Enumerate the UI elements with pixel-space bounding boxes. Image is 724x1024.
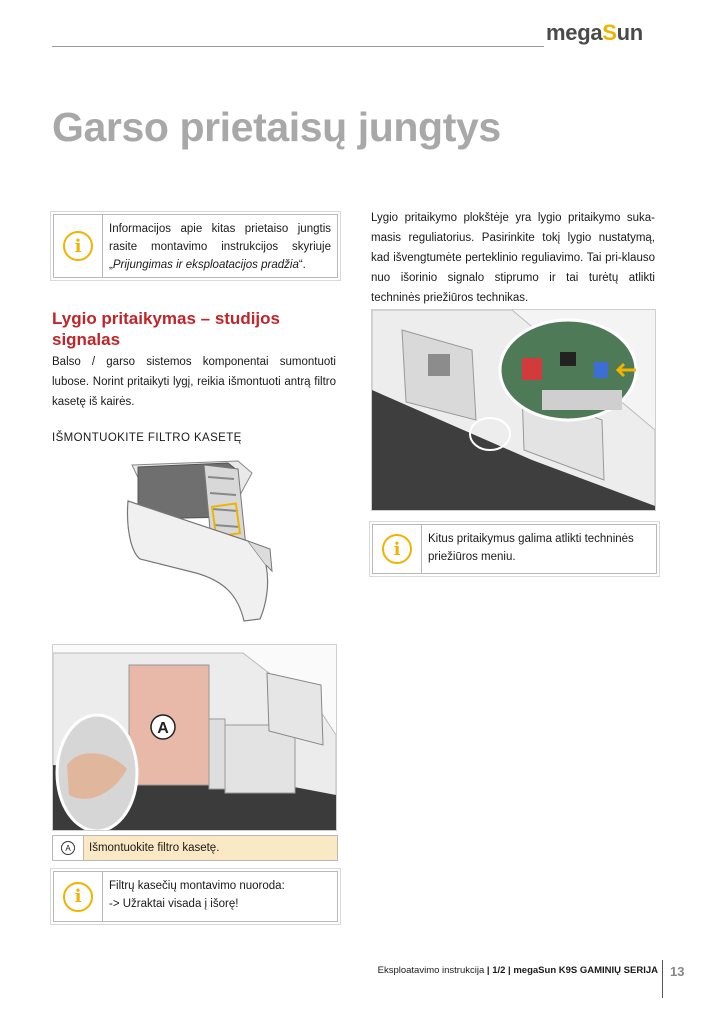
info-box-text: Kitus pritaikymus galima atlikti techninės priežiūros meniu.	[428, 533, 634, 563]
legend-text: Išmontuokite filtro kasetę.	[84, 836, 337, 860]
megasun-logo: megaSun	[546, 20, 643, 45]
info-icon-cell	[54, 215, 103, 277]
section-title: Lygio pritaikymas – studijos signalas	[52, 309, 280, 349]
info-line-2: -> Užraktai visada į išorę!	[109, 898, 239, 910]
legend-row-a	[52, 835, 338, 861]
info-box-connections	[53, 214, 338, 278]
level-board-figure	[371, 309, 656, 511]
page-title: Garso prietaisų jungtys	[52, 104, 501, 150]
step-heading: IŠMONTUOKITE FILTRO KASETĘ	[52, 432, 242, 444]
page-number: 13	[670, 964, 685, 979]
right-paragraph: Lygio pritaikymo plokštėje yra lygio pritaikymo suka-masis reguliatorius. Pasirinkite tokį lygio nustatymą, kad išvengtumėte perteklinio reguliavimo. Tai pri-klauso nuo išorinio signalo stiprumo ir tai turėtų atlikti techninės priežiūros technikas.	[371, 212, 655, 304]
circled-a-icon: A	[53, 836, 84, 860]
info-icon: i	[63, 231, 93, 261]
info-icon-cell	[373, 525, 422, 573]
info-box-text	[103, 872, 291, 921]
filter-removal-figure	[52, 644, 337, 831]
info-icon-cell	[54, 872, 103, 921]
footer-rule	[662, 960, 663, 998]
info-box-text: Informacijos apie kitas prietaiso jungtis rasite montavimo instrukcijos skyriuje „Prijungimas ir eksploatacijos pradžia“.	[109, 223, 331, 271]
filter-cassette-illustration	[120, 455, 280, 625]
info-box-cassette	[53, 871, 338, 922]
callout-a-label: A	[157, 720, 169, 737]
info-icon: i	[382, 534, 412, 564]
info-line-1: Filtrų kasečių montavimo nuoroda:	[109, 880, 285, 892]
footer-text: Eksploatavimo instrukcija | 1/2 | megaSun K9S GAMINIŲ SERIJA	[377, 965, 658, 976]
info-box-service-menu	[372, 524, 657, 574]
header-rule	[52, 46, 544, 47]
section-paragraph: Balso / garso sistemos komponentai sumontuoti lubose. Norint pritaikyti lygį, reikia išmontuoti antrą filtro kasetę iš kairės.	[52, 356, 336, 408]
info-icon: i	[63, 882, 93, 912]
